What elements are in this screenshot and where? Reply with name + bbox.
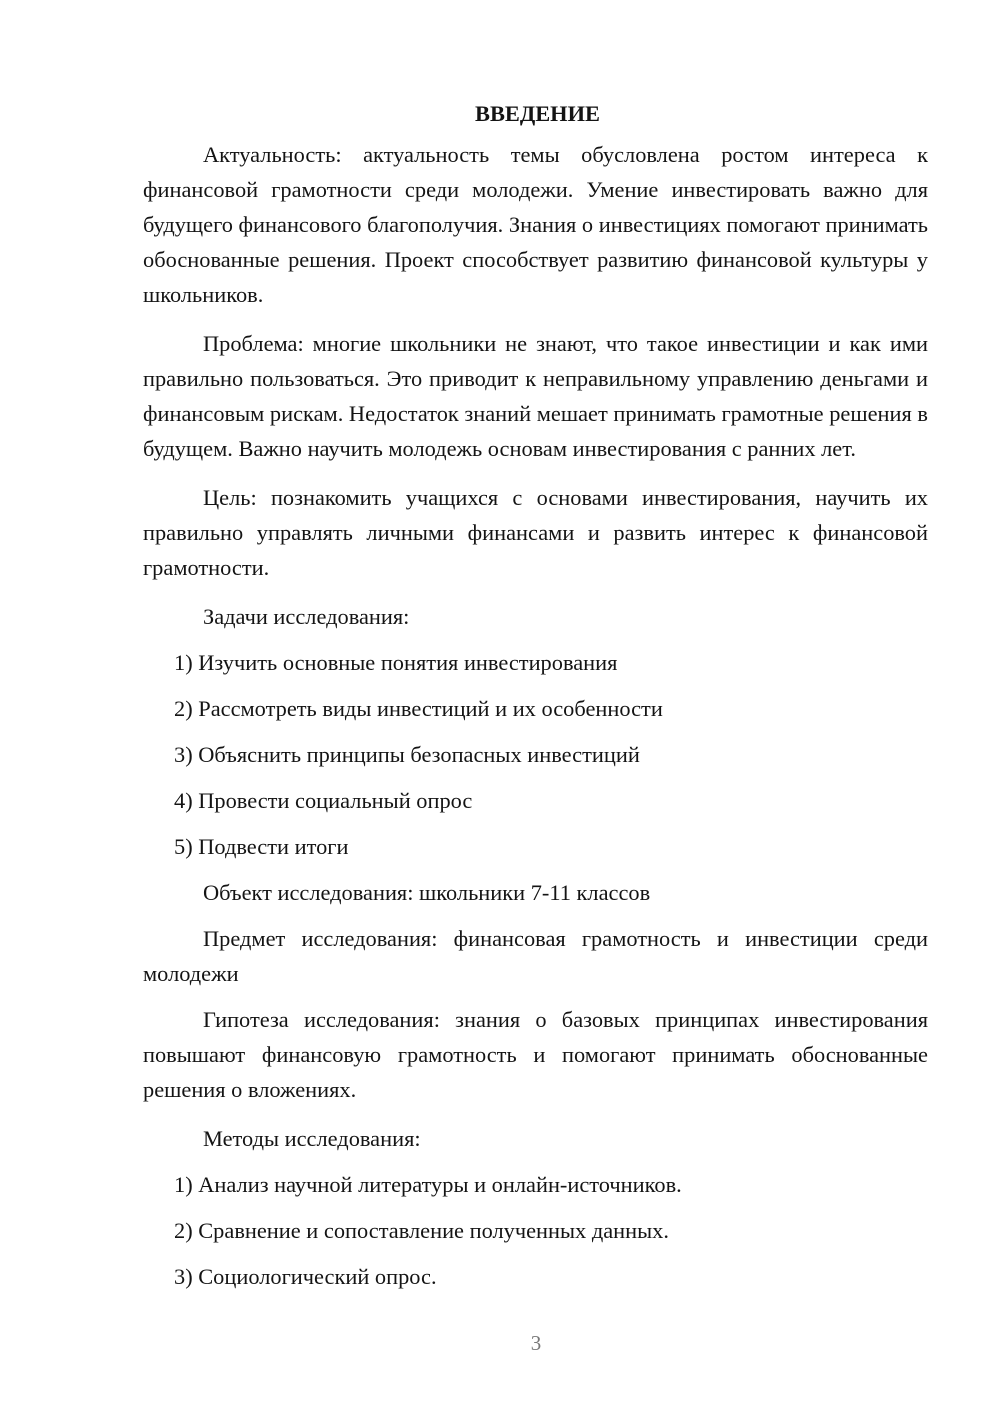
problem-paragraph: Проблема: многие школьники не знают, что такое инвестиции и как ими правильно пользоваться. Это приводит к неправильному управлению деньгами и финансовым рискам. Недостаток знаний мешает принимать грамотные решения в будущем. Важно научить молодежь основам инвестирования с ранних лет. [143,331,928,461]
relevance-paragraph: Актуальность: актуальность темы обусловлена ростом интереса к финансовой грамотности среди молодежи. Умение инвестировать важно для будущего финансового благополучия. Знания о инвестициях помогают принимать обоснованные решения. Проект способствует развитию финансовой культуры у школьников. [143,142,928,307]
task-item: 4) Провести социальный опрос [174,788,473,813]
task-item: 3) Объяснить принципы безопасных инвестиций [174,742,640,767]
task-item: 1) Изучить основные понятия инвестирования [174,650,618,675]
page-number: 3 [530,1331,542,1355]
methods-heading: Методы исследования: [203,1126,421,1151]
tasks-heading: Задачи исследования: [203,604,410,629]
research-subject: Предмет исследования: финансовая грамотность и инвестиции среди молодежи [143,926,928,986]
document-page [143,96,928,1305]
methods-list [143,1167,928,1294]
research-object: Объект исследования: школьники 7-11 классов [203,880,651,905]
task-item: 5) Подвести итоги [174,834,349,859]
method-item: 1) Анализ научной литературы и онлайн-источников. [174,1172,682,1197]
method-item: 2) Сравнение и сопоставление полученных данных. [174,1218,669,1243]
tasks-list [143,645,928,864]
goal-paragraph: Цель: познакомить учащихся с основами инвестирования, научить их правильно управлять личными финансами и развить интерес к финансовой грамотности. [143,485,928,580]
task-item: 2) Рассмотреть виды инвестиций и их особенности [174,696,663,721]
page-title: ВВЕДЕНИЕ [475,101,600,126]
research-hypothesis: Гипотеза исследования: знания о базовых принципах инвестирования повышают финансовую грамотность и помогают принимать обоснованные решения о вложениях. [143,1007,928,1102]
method-item: 3) Социологический опрос. [174,1264,437,1289]
